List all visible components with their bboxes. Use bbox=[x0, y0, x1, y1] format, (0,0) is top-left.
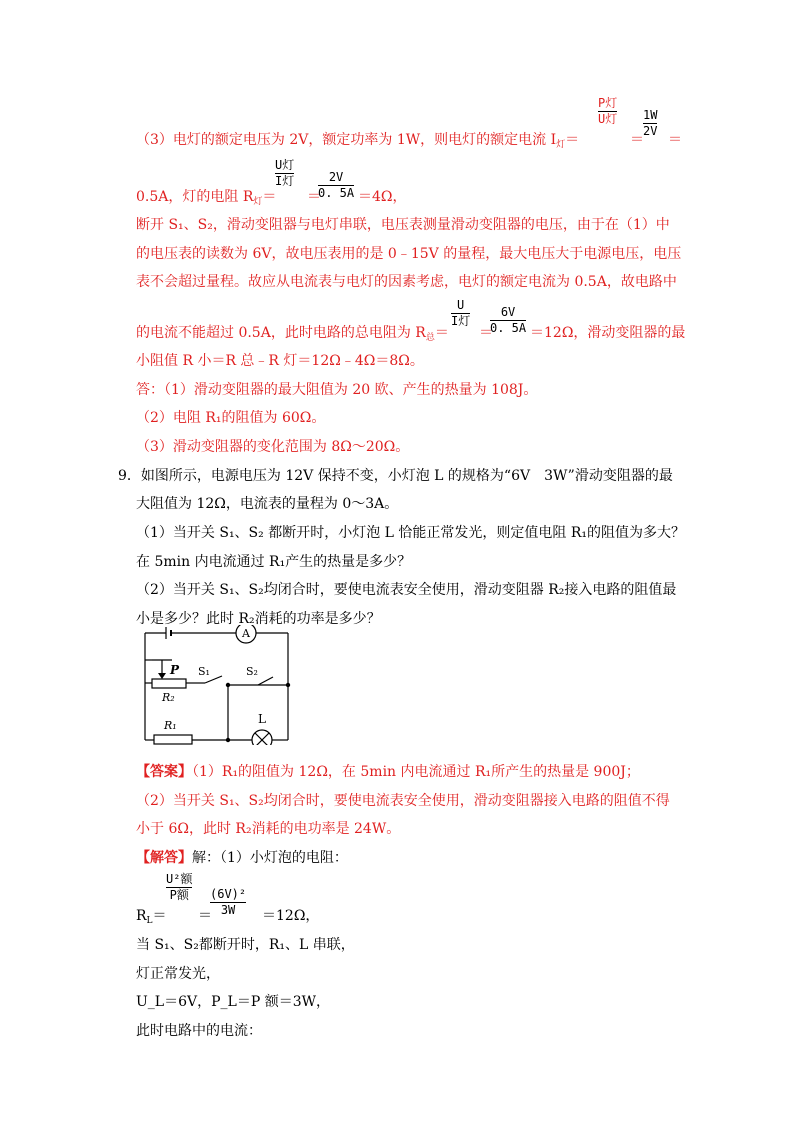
fraction-denominator: U灯 bbox=[598, 112, 618, 126]
text: 的电流不能超过 0.5A，此时电路的总电阻为 R bbox=[136, 325, 426, 341]
equals: ＝ bbox=[307, 189, 321, 205]
equals: ＝ bbox=[262, 189, 277, 205]
solution-line3: 灯正常发光， bbox=[136, 966, 220, 982]
equals: ＝ bbox=[479, 325, 493, 341]
switch-s2-lever bbox=[258, 677, 273, 685]
equals-3 bbox=[668, 131, 682, 149]
answer-line1 bbox=[136, 763, 640, 781]
fraction-u-over-i bbox=[275, 158, 294, 189]
junction-dot bbox=[286, 683, 290, 687]
part3-line2 bbox=[136, 188, 276, 211]
subscript: L bbox=[146, 916, 153, 926]
fraction-numerator: P灯 bbox=[598, 96, 618, 110]
slider-arrow-head bbox=[158, 673, 166, 679]
fraction-1w-over-2v bbox=[643, 108, 657, 139]
r2-resistor bbox=[152, 679, 186, 688]
s2-label: S₂ bbox=[246, 665, 258, 678]
q9-line6: 小是多少？此时 R₂消耗的功率是多少？ bbox=[136, 611, 381, 627]
equals: ＝ bbox=[198, 908, 212, 924]
subscript: 总 bbox=[425, 333, 435, 343]
text: （1）R₁的阻值为 12Ω，在 5min 内电流通过 R₁所产生的热量是 900J； bbox=[192, 764, 640, 780]
rl-formula bbox=[136, 907, 167, 930]
subscript: 灯 bbox=[556, 140, 566, 150]
equals: ＝ bbox=[630, 132, 644, 148]
circuit-diagram bbox=[140, 625, 300, 745]
r2-label: R₂ bbox=[162, 691, 175, 704]
ammeter-label: A bbox=[242, 627, 250, 640]
fraction-numerator: 1W bbox=[643, 108, 658, 122]
fraction-numerator: (6V)² bbox=[210, 887, 247, 901]
fraction-numerator: U灯 bbox=[275, 158, 295, 172]
fraction-6v-over-05a bbox=[490, 305, 526, 336]
solution-line4: U_L＝6V，P_L＝P 额＝3W， bbox=[136, 994, 330, 1010]
fraction-denominator: 0. 5A bbox=[318, 186, 355, 200]
equals-2 bbox=[630, 131, 644, 149]
r1-label: R₁ bbox=[164, 719, 177, 732]
slider-label: P bbox=[170, 663, 180, 677]
text: 0.5A，灯的电阻 R bbox=[136, 189, 254, 205]
solution-tag: 【解答】 bbox=[136, 850, 192, 866]
fraction-numerator: U²额 bbox=[166, 872, 193, 886]
part3-line7: 小阻值 R 小＝R 总﹣R 灯＝12Ω﹣4Ω＝8Ω。 bbox=[136, 353, 424, 369]
fraction-denominator: 0. 5A bbox=[490, 321, 527, 335]
part3-line6 bbox=[136, 324, 449, 347]
s1-label: S₁ bbox=[198, 665, 210, 678]
part3-line5: 表不会超过量程。故应从电流表与电灯的因素考虑，电灯的额定电流为 0.5A，故电路中 bbox=[136, 274, 677, 290]
fraction-denominator: 3W bbox=[210, 902, 246, 918]
equals: ＝ bbox=[565, 132, 580, 148]
junction-dot bbox=[226, 683, 230, 687]
fraction-u2-over-p bbox=[166, 872, 192, 903]
fraction-6v2-over-3w bbox=[210, 887, 246, 918]
equals-6 bbox=[198, 907, 212, 925]
junction-dot bbox=[226, 738, 230, 742]
fraction-denominator: P额 bbox=[166, 887, 192, 903]
part3-line4: 的电压表的读数为 6V，故电压表用的是 0﹣15V 的量程，最大电压大于电源电压，电压 bbox=[136, 246, 682, 262]
equals: ＝ bbox=[668, 132, 682, 148]
solution-line5: 此时电路中的电流： bbox=[136, 1023, 262, 1039]
part3-line2-post bbox=[358, 188, 407, 206]
r1-resistor bbox=[154, 735, 192, 744]
fraction-denominator: 2V bbox=[643, 124, 658, 138]
fraction-numerator: 6V bbox=[500, 305, 516, 319]
answer-line2: （2）当开关 S₁、S₂均闭合时，要使电流表安全使用，滑动变阻器接入电路的阻值不得 bbox=[136, 793, 670, 809]
text: 解：（1）小灯泡的电阻： bbox=[192, 850, 348, 866]
answer-2: （2）电阻 R₁的阻值为 60Ω。 bbox=[136, 410, 326, 426]
solution-line1 bbox=[136, 849, 348, 867]
equals: ＝ bbox=[152, 908, 167, 924]
solution-line2: 当 S₁、S₂都断开时，R₁、L 串联， bbox=[136, 937, 355, 953]
part3-line1 bbox=[136, 131, 579, 154]
q9-line2: 大阻值为 12Ω，电流表的量程为 0～3A。 bbox=[136, 496, 399, 512]
text: ＝4Ω， bbox=[358, 189, 407, 205]
part3-line6-post: ＝12Ω，滑动变阻器的最 bbox=[530, 325, 686, 341]
fraction-2v-over-05a bbox=[318, 170, 354, 201]
equals-4 bbox=[307, 188, 321, 206]
part3-line3: 断开 S₁、S₂，滑动变阻器与电灯串联，电压表测量滑动变阻器的电压，由于在（1）中 bbox=[136, 217, 670, 233]
rl-result: ＝12Ω， bbox=[262, 908, 320, 924]
lamp-label: L bbox=[258, 712, 266, 726]
q9-line5: （2）当开关 S₁、S₂均闭合时，要使电流表安全使用，滑动变阻器 R₂接入电路的阻值最 bbox=[136, 582, 677, 598]
answer-tag: 【答案】 bbox=[136, 764, 192, 780]
text: R bbox=[136, 908, 147, 924]
fraction-p-over-u bbox=[598, 96, 617, 127]
fraction-numerator: 2V bbox=[328, 170, 344, 184]
q9-line1: 9．如图所示，电源电压为 12V 保持不变，小灯泡 L 的规格为“6V 3W”滑动变阻器的最 bbox=[118, 468, 673, 484]
lamp-circle bbox=[252, 730, 272, 745]
subscript: 灯 bbox=[253, 197, 263, 207]
equals: ＝ bbox=[434, 325, 449, 341]
answer-line3: 小于 6Ω，此时 R₂消耗的电功率是 24W。 bbox=[136, 821, 401, 837]
q9-line3: （1）当开关 S₁、S₂ 都断开时，小灯泡 L 恰能正常发光，则定值电阻 R₁的阻值为多大？ bbox=[136, 525, 686, 541]
answer-intro: 答：（1）滑动变阻器的最大阻值为 20 欧、产生的热量为 108J。 bbox=[136, 382, 538, 398]
fraction-u-over-i-2 bbox=[451, 298, 470, 329]
q9-line4: 在 5min 内电流通过 R₁产生的热量是多少？ bbox=[136, 554, 412, 570]
answer-3: （3）滑动变阻器的变化范围为 8Ω～20Ω。 bbox=[136, 439, 410, 455]
fraction-denominator: I灯 bbox=[275, 174, 295, 188]
fraction-denominator: I灯 bbox=[451, 314, 471, 328]
equals-5 bbox=[479, 324, 493, 342]
text: （3）电灯的额定电压为 2V，额定功率为 1W，则电灯的额定电流 I bbox=[136, 132, 557, 148]
fraction-numerator: U bbox=[457, 298, 465, 312]
